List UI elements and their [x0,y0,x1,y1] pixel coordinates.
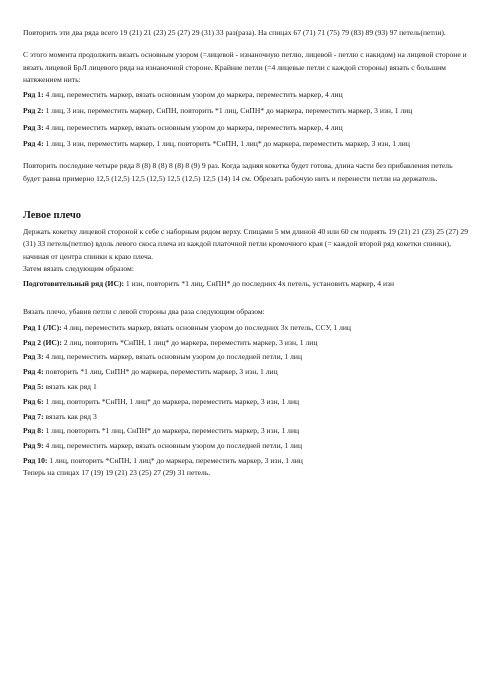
prep-row [23,278,468,290]
row-item [23,440,468,452]
row-text: 2 лиц, повторить *СнПН, 1 лиц* до маркера, переместить маркер, 3 изн, 1 лиц [61,337,318,347]
section-paragraph-2: Затем вязать следующим образом: [23,263,134,273]
row-item [23,381,468,393]
row-label: Ряд 4: [23,367,44,377]
rows-block-a [23,89,468,150]
row-text: 4 лиц, переместить маркер, вязать основным узором до последних 3х петель, ССУ, 1 лиц [61,322,351,332]
row-label: Ряд 6: [23,396,44,406]
rows-block-b [23,322,468,467]
row-text: вязать как ряд 3 [43,411,97,421]
row-text: повторить *1 лиц, СнПН* до маркера, переместить маркер, 3 изн, 1 лиц [43,367,278,377]
row-item [23,122,468,134]
row-label: Ряд 3: [23,122,44,132]
row-item [23,411,468,423]
row-text: 1 лиц, 3 изн, переместить маркер, СнПН, повторить *1 лиц, СнПН* до маркера, переместить маркер, 3 изн, 1 лиц [43,106,413,116]
row-text: 4 лиц, переместить маркер, вязать основным узором до последней петли, 1 лиц [43,441,303,451]
final-stitch-count: Теперь на спицах 17 (19) 19 (21) 23 (25) 27 (29) 31 петель. [23,468,211,478]
row-text: 4 лиц, переместить маркер, вязать основным узором до маркера, переместить маркер, 4 лиц [43,122,343,132]
row-text: вязать как ряд 1 [43,381,97,391]
row-item [23,89,468,101]
row-label: Ряд 2: [23,106,44,116]
row-item [23,455,468,467]
section-paragraph-1: Держать кокетку лицевой стороной к себе с наборным рядом верху. Спицами 5 мм длиной 40 или 60 см поднять 19 (21) 21 (23) 25 (27) 29 (31) 33 петель(петлю) вдоль левого скоса плеча из каждой платочной петли кромочного края (= каждой второй ряд кокетки спинки), начиная от центра спинки к краю плеча. [23,226,469,261]
row-label: Ряд 7: [23,411,44,421]
prep-row-text: 1 изн, повторить *1 лиц, СнПН* до последних 4х петель, установить маркер, 4 изн [124,279,395,289]
row-label: Ряд 4: [23,139,44,149]
row-item [23,138,468,150]
intro-paragraph-2: С этого момента продолжить вязать основным узором (=лицевой - изнаночную петлю, лицевой - петлю с накидом) на лицевой стороне и вязать лицевой БрЛ лицевого ряда на изнаночной стороне. Крайние петли (=4 лицевые петли с каждой стороны) вязать с большим натяжением нить: [23,50,467,84]
row-item [23,105,468,117]
row-text: 4 лиц, переместить маркер, вязать основным узором до последней петли, 1 лиц [43,352,303,362]
row-label: Ряд 2 (ИС): [23,337,62,347]
row-item [23,351,468,363]
row-item [23,425,468,437]
row-item [23,337,468,349]
row-item [23,396,468,408]
row-label: Ряд 9: [23,441,44,451]
document-page [23,27,468,480]
row-item [23,322,468,334]
section-title: Левое плечо [23,209,82,221]
row-item [23,366,468,378]
repeat-note: Повторить последние четыре ряда 8 (8) 8 (8) 8 (8) 8 (9) 9 раз. Когда задняя кокетка будет готова, длина части без прибавления петель будет равна примерно 12,5 (12,5) 12,5 (12,5) 12,5 (12,5) 12,5 (14) 14 см. Обрезать рабочую нить и перенести петли на держатель. [23,161,453,183]
row-label: Ряд 8: [23,426,44,436]
row-label: Ряд 1: [23,90,44,100]
row-text: 1 лиц, повторить *СнПН, 1 лиц* до маркера, переместить маркер, 3 изн, 1 лиц [43,396,300,406]
prep-row-label: Подготовительный ряд (ИС): [23,279,124,289]
row-label: Ряд 10: [23,455,48,465]
row-text: 4 лиц, переместить маркер, вязать основным узором до маркера, переместить маркер, 4 лиц [43,90,343,100]
row-text: 1 лиц, повторить *1 лиц, СнПН* до маркера, переместить маркер, 3 изн, 1 лиц [43,426,300,436]
intro-paragraph-1: Повторить эти два ряда всего 19 (21) 21 (23) 25 (27) 29 (31) 33 раз(раза). На спицах 67 (71) 71 (75) 79 (83) 89 (93) 97 петель(петли). [23,28,446,37]
row-label: Ряд 1 (ЛС): [23,322,62,332]
row-label: Ряд 3: [23,352,44,362]
row-text: 1 лиц, повторить *СнПН, 1 лиц* до маркера, переместить маркер, 3 изн, 1 лиц [47,455,303,465]
row-text: 1 лиц, 3 изн, переместить маркер, 1 лиц, повторить *СнПН, 1 лиц* до маркера, переместить маркер, 3 изн, 1 лиц [43,139,410,149]
row-label: Ряд 5: [23,381,44,391]
section-paragraph-3: Вязать плечо, убавив петли с левой стороны два раза следующим образом: [23,307,265,317]
